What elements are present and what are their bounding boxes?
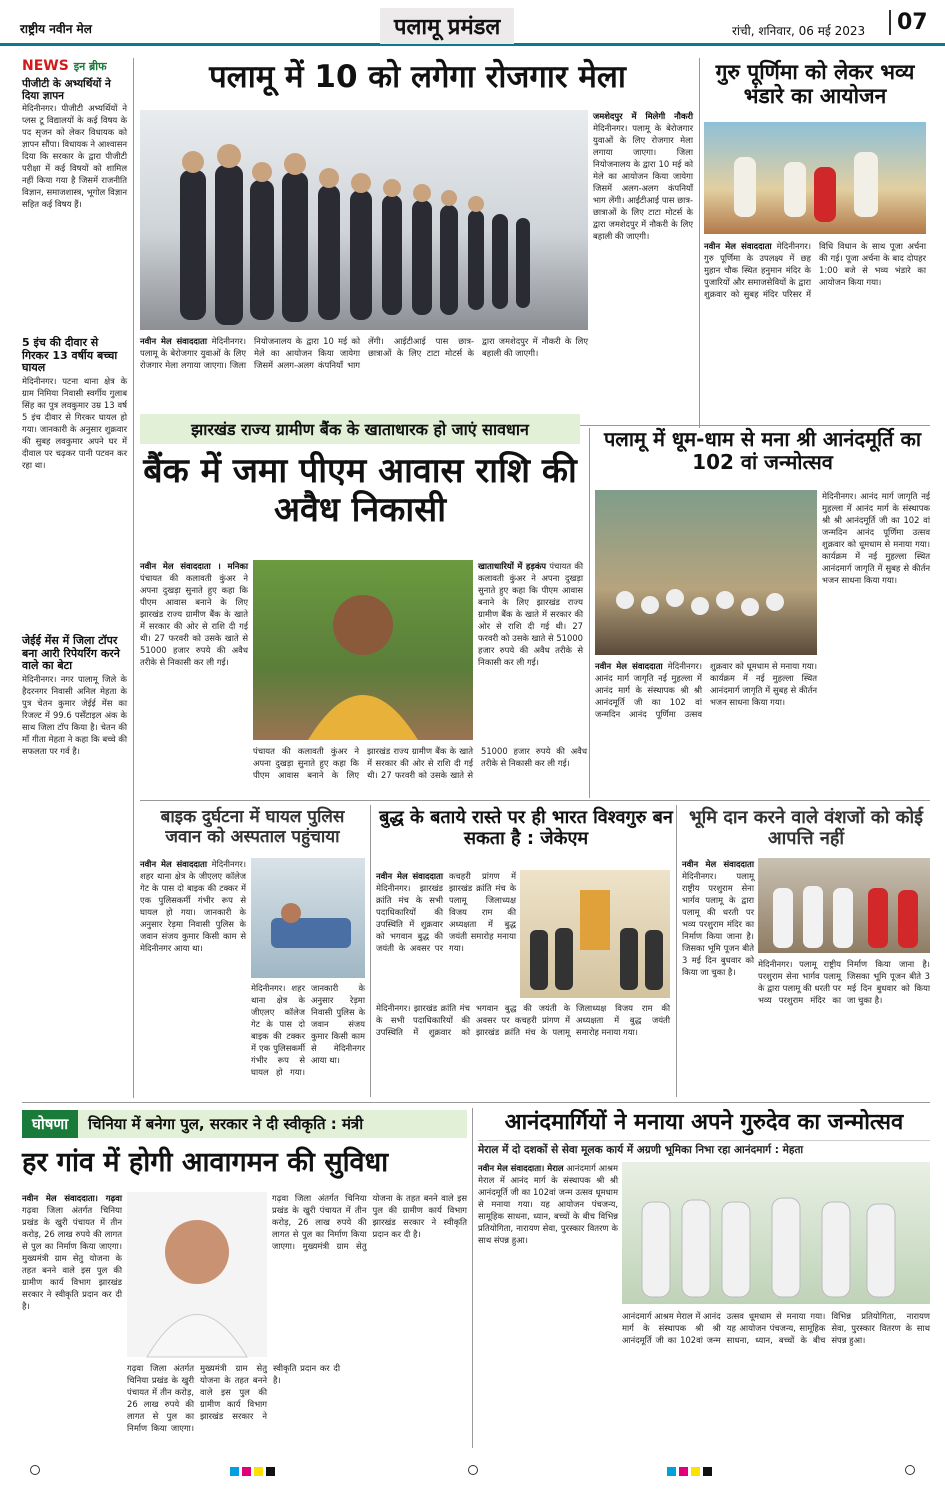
story3-body-cont (478, 560, 583, 785)
story8-body-cont2: गढ़वा जिला अंतर्गत चिनिया प्रखंड के खुरी पंचायत में तीन करोड़, 26 लाख रुपये की लागत से पुल का निर्माण किया जाएगा। मुख्यमंत्री ग्राम सेतु योजना के तहत बनने वाले इस पुल की ग्रामीण कार्य विभाग झारखंड सरकार ने स्वीकृति प्रदान कर दी है। (127, 1363, 340, 1433)
color-bars (230, 1461, 278, 1480)
story2-text: मेदिनीनगर। गुरु पूर्णिमा के उपलक्ष्य में छह मुहान चौक स्थित हनुमान मंदिर के पुजारियों और समाजसेवियों के द्वारा शुक्रवार को सुबह मंदिर परिसर में विधि विधान के साथ पूजा अर्चना की गई। पूजा अर्चना के बाद दोपहर 1:00 बजे से भव्य भंडारे का आयोजन किया गया। (704, 241, 926, 299)
divider (589, 428, 590, 798)
story3-subhead: खाताधारियों में हड़कंप (478, 561, 547, 571)
story3-text-cont: पंचायत की कलावती कुंअर ने अपना दुखड़ा सुनाते हुए कहा कि पीएम आवास बनाने के लिए झारखंड राज्य ग्रामीण बैंक के खाते में सरकार की ओर से राशि दी गई थी। 27 फरवरी को उसके खाते से 51000 हजार रुपये की अवैध तरीके से निकासी कर ली गई। (478, 561, 583, 667)
story1-body (140, 335, 588, 417)
story7-headline: भूमि दान करने वाले वंशजों को कोई आपत्ति नहीं (688, 807, 923, 849)
brief-tag: NEWS (22, 58, 69, 74)
brief-title-2: 5 इंच की दीवार से गिरकर 13 वर्षीय बच्चा घायल (22, 336, 118, 375)
registration-mark-icon (905, 1465, 915, 1475)
bhandara-photo (704, 122, 926, 234)
story1-byline: नवीन मेल संवाददाता (140, 336, 207, 346)
story3-caption: पंचायत की कलावती कुंअर ने अपना दुखड़ा सुनाते हुए कहा कि पीएम आवास बनाने के लिए झारखंड राज्य ग्रामीण बैंक के खाते में सरकार की ओर से राशि दी गई थी। 27 फरवरी को उसके खाते से 51000 हजार रुपये की अवैध तरीके से निकासी कर ली गई। (253, 746, 587, 780)
print-registration-strip (0, 1460, 945, 1480)
story8-tag: घोषणा (22, 1110, 78, 1138)
story7-body (682, 858, 754, 1098)
buddha-event-photo (520, 870, 670, 998)
injured-photo (251, 858, 365, 978)
brief-title-3: जेईई मेंस में जिला टॉपर बना आरी रिपेयरिंग करने वाले का बेटा (22, 634, 120, 673)
story8-body-cont: गढ़वा जिला अंतर्गत चिनिया प्रखंड के खुरी पंचायत में तीन करोड़, 26 लाख रुपये की लागत से पुल का निर्माण किया जाएगा। मुख्यमंत्री ग्राम सेतु योजना के तहत बनने वाले इस पुल की ग्रामीण कार्य विभाग झारखंड सरकार ने स्वीकृति प्रदान कर दी है। (272, 1193, 467, 1251)
story4-body-cont: मेदिनीनगर। आनंद मार्ग जागृति नई मुहल्ला में आनंद मार्ग के संस्थापक श्री श्री आनंदमूर्ति जी का 102 वां जन्मदिन आनंद पूर्णिमा उत्सव शुक्रवार को धूमधाम से मनाया गया। कार्यक्रम में नई मुहल्ला स्थित आनंदमार्ग जागृति में सुबह से कीर्तन भजन साधना किया गया। (822, 491, 930, 585)
brief-header (22, 58, 127, 74)
page-number: 07 (889, 10, 928, 35)
story8-text: गढ़वा जिला अंतर्गत चिनिया प्रखंड के खुरी पंचायत में तीन करोड़, 26 लाख रुपये की लागत से पुल का निर्माण किया जाएगा। मुख्यमंत्री ग्राम सेतु योजना के तहत बनने वाले इस पुल की ग्रामीण कार्य विभाग झारखंड सरकार ने स्वीकृति प्रदान कर दी है। (22, 1205, 122, 1311)
divider (370, 805, 371, 1097)
divider (140, 800, 930, 801)
registration-mark-icon (468, 1465, 478, 1475)
story6-body-cont: मेदिनीनगर। झारखंड क्रांति मंच के सभी पदाधिकारियों की उपस्थिति में शुक्रवार को भगवान बुद्ध की जयंती के अवसर पर कचहरी प्रांगण में झारखंड क्रांति मंच के पलामू जिलाध्यक्ष विजय राम की अध्यक्षता में बुद्ध जयंती समारोह मनाया गया। (376, 1003, 670, 1037)
story1-headline: पलामू में 10 को लगेगा रोजगार मेला (209, 59, 626, 95)
story5-body-cont: मेदिनीनगर। शहर थाना क्षेत्र के जीएलए कॉलेज गेट के पास दो बाइक की टक्कर में एक पुलिसकर्मी गंभीर रूप से घायल हो गया। जानकारी के अनुसार रेड़मा निवासी पुलिस के जवान संजय कुमार किसी काम से मेदिनीनगर आया था। (251, 983, 365, 1077)
celebration-photo (595, 490, 817, 655)
brief-tag-sub: इन ब्रीफ (73, 60, 107, 73)
job-fair-photo (140, 110, 588, 330)
story5-body (140, 858, 246, 1098)
story9-body (478, 1162, 618, 1444)
story1-text: मेदिनीनगर। पलामू के बेरोजगार युवाओं के लिए राेजगार मेला लगाया जाएगा। जिला नियोजनालय के द्वारा 10 मई को मेले का आयोजन किया जायेगा जिसमें अलग-अलग कंपनियाँ भाग लेंगी। आईटीआई पास छात्र-छात्राओं के लिए टाटा मोटर्स के द्वारा जमशेदपुर में नौकरी के लिए बहाली की जाएगी। (140, 336, 588, 370)
story6-headline: बुद्ध के बताये रास्ते पर ही भारत विश्वगुरु बन सकता है : जेकेएम (379, 807, 673, 849)
news-in-brief (22, 58, 127, 1098)
divider (676, 805, 677, 1097)
story8-kicker-bar (22, 1110, 467, 1138)
divider (472, 1108, 473, 1448)
story3-kicker: झारखंड राज्य ग्रामीण बैंक के खाताधारक हो जाएं सावधान (140, 414, 580, 444)
story2-body (704, 240, 926, 420)
story6-byline: नवीन मेल संवाददाता (376, 871, 443, 881)
parshuram-sena-photo (758, 858, 930, 953)
divider (22, 1102, 930, 1103)
story4-byline: नवीन मेल संवाददाता (595, 661, 663, 671)
story5-text: मेदिनीनगर। शहर थाना क्षेत्र के जीएलए कॉलेज गेट के पास दो बाइक की टक्कर में एक पुलिसकर्मी गंभीर रूप से घायल हो गया। जानकारी के अनुसार रेड़मा निवासी पुलिस के जवान संजय कुमार किसी काम से मेदिनीनगर आया था। (140, 859, 246, 953)
newspaper-logo: राष्ट्रीय नवीन मेल (20, 22, 92, 36)
story1-subhead: जमशेदपुर में मिलेगी नौकरी (593, 111, 693, 121)
story6-text: मेदिनीनगर। झारखंड क्रांति मंच के सभी पदाधिकारियों की उपस्थिति में शुक्रवार को भगवान बुद्ध की जयंती के अवसर पर कचहरी प्रांगण में झारखंड क्रांति मंच के पलामू जिलाध्यक्ष विजय राम की अध्यक्षता में बुद्ध जयंती समारोह मनाया गया। (376, 871, 516, 953)
brief-title-1: पीजीटी के अभ्यर्थियों ने दिया ज्ञापन (22, 78, 111, 103)
minister-photo (127, 1192, 267, 1357)
story5-byline: नवीन मेल संवाददाता (140, 859, 207, 869)
story7-byline: नवीन मेल संवाददाता (682, 859, 754, 869)
story9-byline: नवीन मेल संवाददाता। मेराल (478, 1163, 564, 1173)
story2-headline: गुरु पूर्णिमा को लेकर भव्य भंडारे का आयोजन (715, 60, 915, 109)
story4-headline: पलामू में धूम-धाम से मना श्री आनंदमूर्ति का 102 वां जन्मोत्सव (603, 427, 922, 474)
divider (133, 58, 134, 1098)
story9-kicker: मेराल में दो दशकों से सेवा मूलक कार्य में अग्रणी भूमिका निभा रहा आनंदमार्ग : मेहता (478, 1140, 930, 1157)
story3-body (140, 560, 248, 785)
story4-text: मेदिनीनगर। आनंद मार्ग जागृति नई मुहल्ला में आनंद मार्ग के संस्थापक श्री श्री आनंदमूर्ति जी का 102 वां जन्मदिन आनंद पूर्णिमा उत्सव शुक्रवार को धूमधाम से मनाया गया। कार्यक्रम में नई मुहल्ला स्थित आनंदमार्ग जागृति में सुबह से कीर्तन भजन साधना किया गया। (595, 661, 817, 719)
story3-byline: नवीन मेल संवाददाता । मनिका (140, 561, 248, 571)
brief-body-2: मेदिनीनगर। पटना थाना क्षेत्र के ग्राम निमिया निवासी स्वर्गीय गुलाब सिंह का पुत्र लवकुमार उम्र 13 वर्ष 5 इंच दीवार से गिरकर घायल हो गया। जानकारी के अनुसार शुक्रवार की सुबह लवकुमार अपने घर में दीवाल पर चढ़कर पानी पटवन कर रहा था। (22, 376, 127, 471)
story3-text: पंचायत की कलावती कुंअर ने अपना दुखड़ा सुनाते हुए कहा कि पीएम आवास बनाने के लिए झारखंड राज्य ग्रामीण बैंक के खाते में सरकार की ओर से राशि दी गई थी। 27 फरवरी को उसके खाते से 51000 हजार रुपये की अवैध तरीके से निकासी कर ली गई। (140, 573, 248, 667)
woman-photo (253, 560, 473, 740)
story8-byline: नवीन मेल संवाददाता। गढ़वा (22, 1193, 122, 1203)
brief-body-3: मेदिनीनगर। नगर पालामू जिले के हैदरनगर निवासी अनिल मेहता के पुत्र चेतन कुमार जेईई मेंस का रिजल्ट में 99.6 पर्सेंटाइल अंक के साथ जिला टॉप किया है। चेतन की माँ गीता मेहता ने कहा कि बच्चे की सफलता पर गर्व है। (22, 673, 127, 756)
section-title: पलामू प्रमंडल (380, 8, 514, 44)
registration-mark-icon (30, 1465, 40, 1475)
story9-text: आनंदमार्ग आश्रम मेराल में आनंद मार्ग के संस्थापक श्री श्री आनंदमूर्ति जी का 102वां जन्म उत्सव धूमधाम से मनाया गया। यह आयोजन पंचजन्य, सामूहिक साधना, ध्यान, बच्चों के बीच विभिन्न प्रतियोगिता, नारायण सेवा, पुरस्कार वितरण के साथ संपन्न हुआ। (478, 1163, 618, 1245)
brief-body-1: मेदिनीनगर। पीजीटी अभ्यर्थियों ने प्लस टू विद्यालयों के कई विषय के पद सृजन को लेकर विधायक को ज्ञापन सौंपा। विधायक ने आश्वासन दिया कि सरकार के द्वारा पीजीटी परीक्षा में कई विषयों को शामिल नहीं किया गया है जिसमें राजनीति विज्ञान, समाजशास्त्र, भूगोल विज्ञान सहित कई विषय हैं। (22, 103, 127, 210)
story7-body-cont: मेदिनीनगर। पलामू राष्ट्रीय परशुराम सेना भार्गव पलामू के द्वारा पलामू की धरती पर भव्य परशुराम मंदिर का निर्माण किया जाना है। जिसका भूमि पूजन बीते 3 मई दिन बुधवार को किया जा चुका है। (758, 959, 930, 1005)
story8-headline: हर गांव में होगी आवागमन की सुविधा (22, 1147, 389, 1178)
story3-headline: बैंक में जमा पीएम आवास राशि की अवैध निकासी (143, 451, 577, 531)
edition-date: रांची, शनिवार, 06 मई 2023 (732, 24, 866, 38)
story7-text: मेदिनीनगर। पलामू राष्ट्रीय परशुराम सेना भार्गव पलामू के द्वारा पलामू की धरती पर भव्य परशुराम मंदिर का निर्माण किया जाना है। जिसका भूमि पूजन बीते 3 मई दिन बुधवार को किया जा चुका है। (682, 871, 754, 977)
masthead (0, 0, 945, 46)
story2-byline: नवीन मेल संवाददाता (704, 241, 772, 251)
story1-text-cont: मेदिनीनगर। पलामू के बेरोजगार युवाओं के लिए राेजगार मेला लगाया जाएगा। जिला नियोजनालय के द्वारा 10 मई को मेले का आयोजन किया जायेगा जिसमें अलग-अलग कंपनियाँ भाग लेंगी। आईटीआई पास छात्र-छात्राओं के लिए टाटा मोटर्स के द्वारा जमशेदपुर में नौकरी के लिए बहाली की जाएगी। (593, 123, 693, 241)
story1-body-cont (593, 110, 693, 418)
story5-headline: बाइक दुर्घटना में घायल पुलिस जवान को अस्पताल पहुंचाया (160, 807, 345, 847)
story8-kicker: चिनिया में बनेगा पुल, सरकार ने दी स्वीकृति : मंत्री (88, 1115, 364, 1133)
story6-body (376, 870, 516, 998)
story8-body (22, 1192, 122, 1444)
story9-body-cont: आनंदमार्ग आश्रम मेराल में आनंद मार्ग के संस्थापक श्री श्री आनंदमूर्ति जी का 102वां जन्म उत्सव धूमधाम से मनाया गया। यह आयोजन पंचजन्य, सामूहिक साधना, ध्यान, बच्चों के बीच विभिन्न प्रतियोगिता, नारायण सेवा, पुरस्कार वितरण के साथ संपन्न हुआ। (622, 1311, 930, 1345)
story9-headline: आनंदमार्गियों ने मनाया अपने गुरुदेव का जन्मोत्सव (504, 1110, 904, 1135)
color-bars (667, 1461, 715, 1480)
crowd-icon (140, 110, 588, 330)
aanand-marg-photo (622, 1162, 930, 1304)
divider (699, 58, 700, 428)
story4-body (595, 660, 817, 790)
